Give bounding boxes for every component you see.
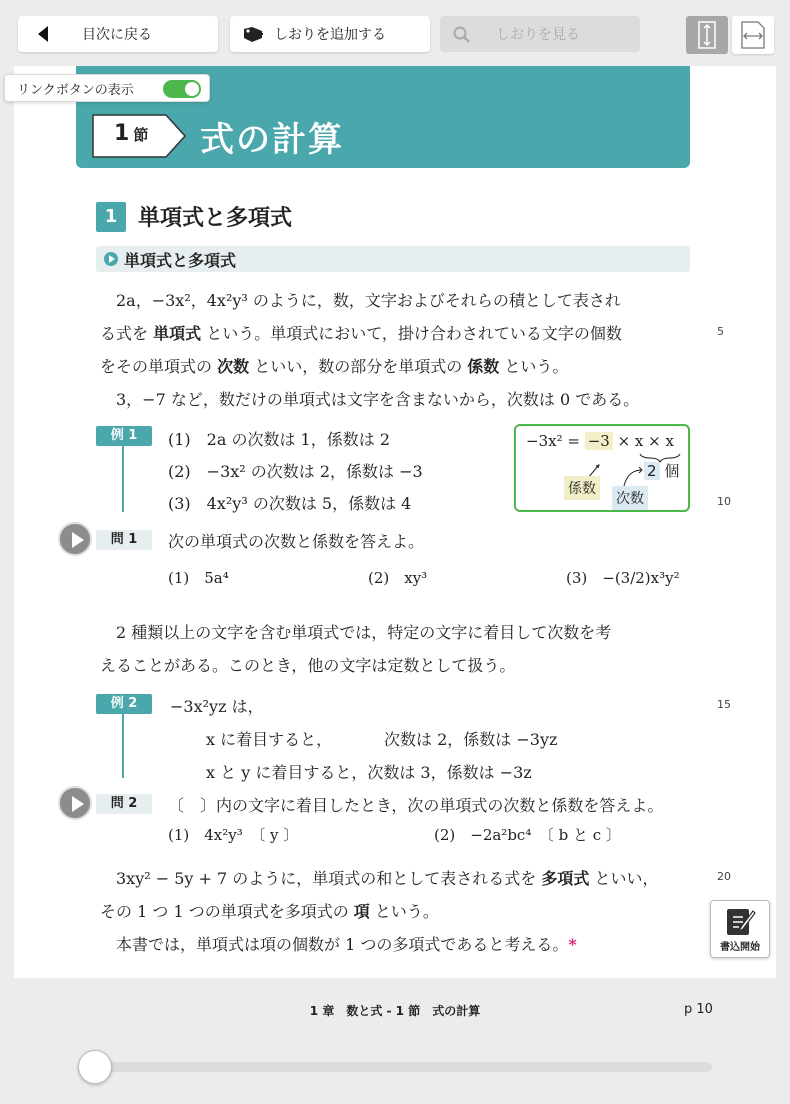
textbook-page	[14, 66, 776, 978]
para-3-line-3	[100, 932, 700, 955]
section-unit: 節	[133, 126, 149, 144]
horizontal-arrows-icon	[732, 16, 774, 54]
start-writing-button[interactable]	[710, 900, 770, 958]
para-3-text: 本書では，単項式は項の個数が 1 つの多項式であると考える。	[116, 935, 569, 954]
example-1-item-3: (3) 4x²y³ の次数は 5，係数は 4	[168, 494, 412, 513]
vertical-arrows-icon	[686, 16, 728, 54]
view-bookmarks-label: しおりを見る	[496, 27, 580, 43]
question-2-tag: 問 2	[96, 794, 152, 814]
question-2-play-button[interactable]	[58, 786, 92, 820]
top-toolbar	[0, 0, 790, 66]
heading-1-text: 単項式と多項式	[138, 206, 293, 231]
diagram-label-degree: 次数	[612, 486, 648, 510]
term-coefficient: 係数	[467, 357, 500, 376]
para-3-line-2	[100, 899, 700, 922]
link-toggle-label: リンクボタンの表示	[17, 82, 134, 98]
example-2-line-1a: x に着目すると，	[206, 730, 333, 749]
intro-text: という。単項式において，掛け合わされている文字の個数	[201, 324, 622, 343]
page-number: p 10	[684, 1002, 713, 1017]
para-2-line-2: えることがある。このとき，他の文字は定数として扱う。	[100, 656, 516, 675]
bottom-bar	[0, 978, 790, 1104]
example-1-item-2: (2) −3x² の次数は 2，係数は −3	[168, 462, 423, 481]
question-1-play-button[interactable]	[58, 522, 92, 556]
example-2-tag: 例 2	[96, 694, 152, 714]
diagram-label-coefficient: 係数	[564, 476, 600, 500]
term-term: 項	[353, 902, 370, 921]
heading-1	[96, 201, 292, 232]
para-2-line-1: 2 種類以上の文字を含む単項式では，特定の文字に着目して次数を考	[116, 623, 612, 642]
diagram-count-unit: 個	[664, 462, 680, 480]
example-2-line	[122, 714, 124, 778]
line-number: 10	[717, 495, 731, 508]
page-slider-track[interactable]	[80, 1062, 712, 1072]
horizontal-scroll-mode-button[interactable]	[732, 16, 774, 54]
bookmark-plus-icon	[242, 25, 266, 43]
intro-line-1: 2a，−3x²，4x²y³ のように，数，文字およびそれらの積として表され	[116, 291, 621, 310]
section-number-value: 1	[114, 121, 130, 146]
search-icon	[452, 25, 472, 45]
diagram-count-value: 2	[644, 462, 660, 480]
back-to-contents-button[interactable]	[18, 16, 218, 52]
para-3-text: 3xy² − 5y + 7 のように，単項式の和として表される式を	[116, 869, 542, 888]
question-2-item-1: (1) 4x²y³ 〔 y 〕	[168, 826, 299, 844]
intro-text: といい，数の部分を単項式の	[249, 357, 468, 376]
question-1-item-1: (1) 5a⁴	[168, 569, 229, 587]
footnote-asterisk[interactable]: *	[568, 935, 577, 954]
intro-text: という。	[499, 357, 569, 376]
question-2-text: 〔 〕内の文字に着目したとき，次の単項式の次数と係数を答えよ。	[168, 796, 664, 815]
chapter-section-title: 1 章 数と式 - 1 節 式の計算	[309, 1004, 481, 1018]
section-number	[114, 121, 148, 146]
example-1-tag: 例 1	[96, 426, 152, 446]
toggle-switch[interactable]	[163, 80, 201, 98]
add-bookmark-label: しおりを追加する	[274, 27, 386, 43]
term-polynomial: 多項式	[541, 869, 590, 888]
intro-line-4: 3，−7 など，数だけの単項式は文字を含まないから，次数は 0 である。	[116, 390, 640, 409]
page-slider-knob[interactable]	[78, 1050, 112, 1084]
pen-notebook-icon	[725, 907, 757, 937]
diagram-count	[644, 460, 679, 481]
add-bookmark-button[interactable]	[230, 16, 430, 52]
para-3-text: という。	[369, 902, 439, 921]
question-1-item-2: (2) xy³	[368, 569, 428, 587]
view-bookmarks-button[interactable]	[440, 16, 640, 52]
intro-text: をその単項式の	[100, 357, 218, 376]
intro-line-3	[100, 354, 700, 377]
example-2-line-1b: 次数は 2，係数は −3yz	[384, 730, 558, 749]
vertical-scroll-mode-button[interactable]	[686, 16, 728, 54]
question-1-tag: 問 1	[96, 530, 152, 550]
back-button-label: 目次に戻る	[82, 27, 152, 43]
example-2-line-2: x と y に着目すると，次数は 3，係数は −3z	[206, 763, 532, 782]
term-monomial: 単項式	[153, 324, 202, 343]
line-number: 20	[717, 870, 731, 883]
heading-2-text: 単項式と多項式	[124, 250, 237, 270]
question-2-item-2: (2) −2a²bc⁴ 〔 b と c 〕	[434, 826, 621, 844]
back-arrow-icon	[38, 26, 48, 42]
term-degree: 次数	[217, 357, 250, 376]
diagram-expr-left: −3x² =	[526, 432, 585, 450]
diagram-expr-right: × x × x	[612, 432, 674, 450]
heading-2	[96, 246, 690, 272]
heading-1-number: 1	[96, 202, 126, 232]
play-circle-icon	[104, 252, 118, 266]
example-2-line-0: −3x²yz は，	[170, 697, 264, 716]
coefficient-degree-diagram	[514, 424, 690, 512]
para-3-text: といい，	[589, 869, 659, 888]
section-title: 式の計算	[200, 120, 344, 160]
diagram-coef: −3	[585, 432, 613, 450]
question-1-item-3: (3) −(3/2)x³y²	[566, 569, 680, 587]
para-3-line-1	[100, 866, 700, 889]
question-1-text: 次の単項式の次数と係数を答えよ。	[168, 532, 425, 551]
intro-text: る式を	[100, 324, 154, 343]
start-writing-label: 書込開始	[720, 942, 760, 953]
example-1-item-1: (1) 2a の次数は 1，係数は 2	[168, 430, 391, 449]
toggle-knob	[185, 82, 199, 96]
line-number: 5	[717, 325, 724, 338]
intro-line-2	[100, 321, 700, 344]
para-3-text: その 1 つ 1 つの単項式を多項式の	[100, 902, 354, 921]
link-button-display-toggle[interactable]	[4, 74, 210, 102]
line-number: 15	[717, 698, 731, 711]
example-1-line	[122, 446, 124, 512]
